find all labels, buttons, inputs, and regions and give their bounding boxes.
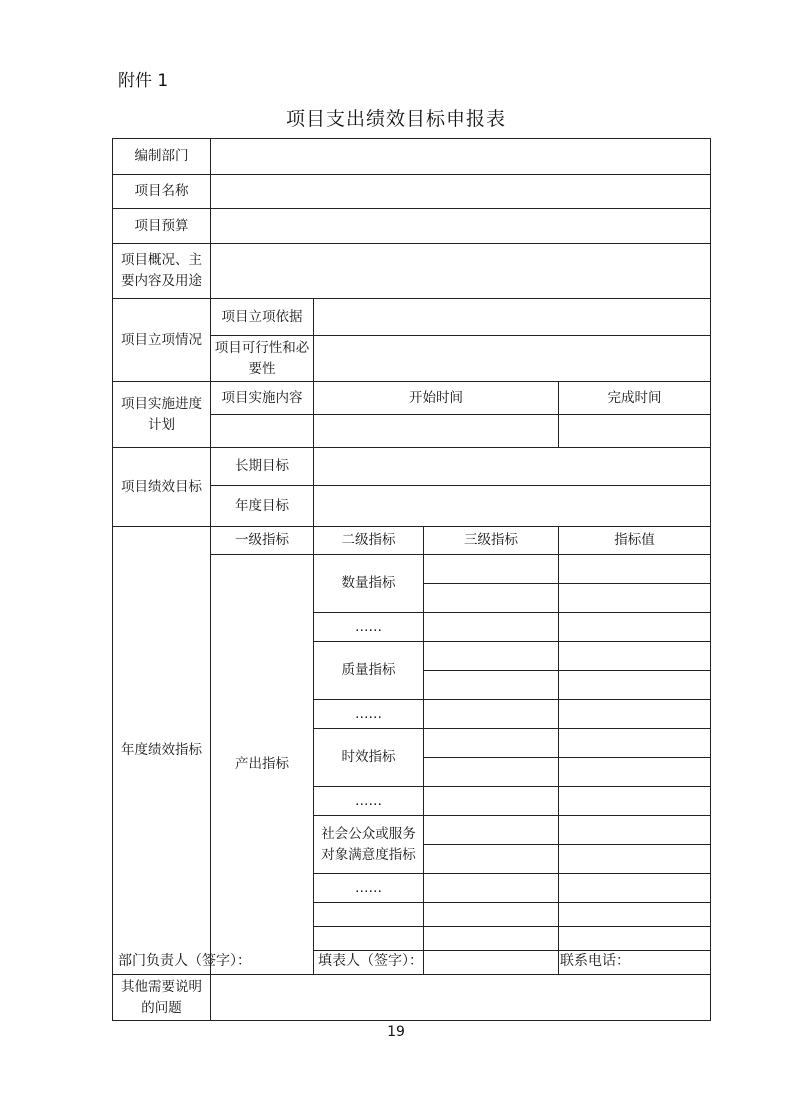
level3-cell[interactable] [424, 903, 559, 927]
spare-level2-cell[interactable] [314, 903, 424, 927]
level3-cell[interactable] [424, 555, 559, 584]
value-cell[interactable] [559, 642, 711, 671]
approval-basis-field[interactable] [314, 299, 711, 336]
filler-signature: 填表人（签字）： [318, 953, 423, 969]
quantity-indicator-label: 数量指标 [314, 555, 424, 613]
dept-field[interactable] [211, 139, 711, 175]
value-cell[interactable] [559, 555, 711, 584]
value-header: 指标值 [559, 527, 711, 555]
annual-goal-field[interactable] [314, 486, 711, 527]
level2-header: 二级指标 [314, 527, 424, 555]
budget-label: 项目预算 [113, 209, 211, 244]
level3-cell[interactable] [424, 845, 559, 874]
dept-head-signature: 部门负责人（签字）： [118, 953, 251, 969]
attachment-label: 附件 1 [118, 71, 169, 91]
level3-cell[interactable] [424, 613, 559, 642]
level3-cell[interactable] [424, 874, 559, 903]
ellipsis-cell: …… [314, 700, 424, 729]
long-term-goal-field[interactable] [314, 448, 711, 486]
other-notes-field[interactable] [211, 975, 711, 1021]
ellipsis-cell: …… [314, 787, 424, 816]
approval-label: 项目立项情况 [113, 299, 211, 382]
output-indicator-label: 产出指标 [211, 555, 314, 975]
value-cell[interactable] [559, 787, 711, 816]
value-cell[interactable] [559, 816, 711, 845]
page-title: 项目支出绩效目标申报表 [285, 108, 506, 130]
value-cell[interactable] [559, 671, 711, 700]
schedule-start-field[interactable] [314, 415, 559, 448]
annual-goal-label: 年度目标 [211, 486, 314, 527]
value-cell[interactable] [559, 874, 711, 903]
schedule-end-header: 完成时间 [559, 382, 711, 415]
other-notes-label: 其他需要说明的问题 [113, 975, 211, 1021]
project-name-field[interactable] [211, 175, 711, 209]
schedule-content-field[interactable] [211, 415, 314, 448]
level3-cell[interactable] [424, 816, 559, 845]
value-cell[interactable] [559, 584, 711, 613]
overview-field[interactable] [211, 244, 711, 299]
satisfaction-indicator-label: 社会公众或服务对象满意度指标 [314, 816, 424, 874]
feasibility-field[interactable] [314, 336, 711, 382]
level3-cell[interactable] [424, 787, 559, 816]
value-cell[interactable] [559, 613, 711, 642]
long-term-goal-label: 长期目标 [211, 448, 314, 486]
quality-indicator-label: 质量指标 [314, 642, 424, 700]
level3-cell[interactable] [424, 927, 559, 951]
level1-header: 一级指标 [211, 527, 314, 555]
schedule-start-header: 开始时间 [314, 382, 559, 415]
ellipsis-cell: …… [314, 874, 424, 903]
approval-basis-label: 项目立项依据 [211, 299, 314, 336]
page-number: 19 [387, 1024, 405, 1040]
level3-cell[interactable] [424, 671, 559, 700]
performance-goal-form [112, 138, 711, 1021]
indicators-label: 年度绩效指标 [113, 527, 211, 975]
value-cell[interactable] [559, 927, 711, 951]
level3-cell[interactable] [424, 642, 559, 671]
level3-cell[interactable] [424, 584, 559, 613]
level3-cell[interactable] [424, 700, 559, 729]
overview-label: 项目概况、主要内容及用途 [113, 244, 211, 299]
value-cell[interactable] [559, 729, 711, 758]
schedule-content-header: 项目实施内容 [211, 382, 314, 415]
schedule-label: 项目实施进度计划 [113, 382, 211, 448]
value-cell[interactable] [559, 845, 711, 874]
level3-cell[interactable] [424, 951, 559, 975]
value-cell[interactable] [559, 758, 711, 787]
feasibility-label: 项目可行性和必要性 [211, 336, 314, 382]
level3-header: 三级指标 [424, 527, 559, 555]
level3-cell[interactable] [424, 758, 559, 787]
project-name-label: 项目名称 [113, 175, 211, 209]
timeliness-indicator-label: 时效指标 [314, 729, 424, 787]
budget-field[interactable] [211, 209, 711, 244]
ellipsis-cell: …… [314, 613, 424, 642]
spare-level2-cell[interactable] [314, 927, 424, 951]
schedule-end-field[interactable] [559, 415, 711, 448]
goal-label: 项目绩效目标 [113, 448, 211, 527]
contact-phone: 联系电话： [560, 953, 630, 969]
value-cell[interactable] [559, 700, 711, 729]
value-cell[interactable] [559, 903, 711, 927]
level3-cell[interactable] [424, 729, 559, 758]
dept-label: 编制部门 [113, 139, 211, 175]
